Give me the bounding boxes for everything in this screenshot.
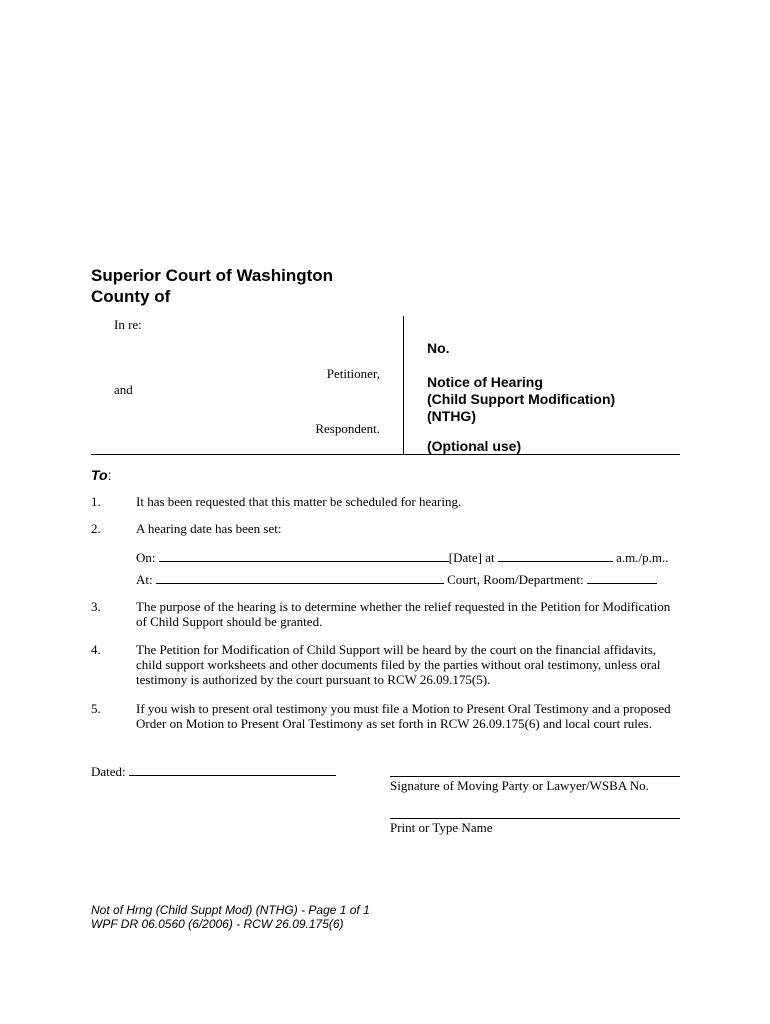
footer-form-number: WPF DR 06.0560 (6/2006) - RCW 26.09.175(6) [91,917,344,931]
signature-caption: Signature of Moving Party or Lawyer/WSBA No. [390,778,649,793]
case-number-label: No. [427,340,450,356]
document-title-line2: (Child Support Modification) [427,391,616,407]
hearing-date-row [136,549,668,566]
optional-use-label: (Optional use) [427,438,522,454]
court-name: Superior Court of Washington [91,266,334,285]
print-name-caption: Print or Type Name [390,820,493,835]
at-label: At: [136,572,153,587]
ampm-label: a.m./p.m.. [616,550,669,565]
date-at-label: [Date] at [448,550,495,565]
item-text: If you wish to present oral testimony you must file a Motion to Present Oral Testimony and a proposed Order on Motion to Present Oral Testimony as set forth in RCW 26.09.175(6) and local court rules. [136,701,671,731]
dated-row [91,763,336,780]
caption-divider [403,316,404,455]
in-re-label: In re: [114,317,142,332]
respondent-label: Respondent. [315,421,380,436]
signature-line[interactable] [390,776,680,777]
and-label: and [114,382,133,397]
document-title [427,374,615,425]
item-number: 4. [91,642,101,657]
dated-label: Dated: [91,764,126,779]
on-label: On: [136,550,156,565]
room-department-field[interactable] [587,571,657,584]
dated-field[interactable] [129,763,336,776]
court-address-field[interactable] [156,571,444,584]
date-field[interactable] [159,549,449,562]
time-field[interactable] [498,549,613,562]
petitioner-label: Petitioner, [326,366,380,381]
document-title-line3: (NTHG) [427,408,476,424]
to-label: To [91,467,108,483]
item-number: 1. [91,494,101,509]
county-label: County of [91,287,171,306]
court-heading [91,265,333,307]
item-text: The Petition for Modification of Child Support will be heard by the court on the financial affidavits, child support worksheets and other documents filed by the parties without oral testimony, unless oral testimony is authorized by the court pursuant to RCW 26.09.175(5). [136,642,661,687]
item-number: 2. [91,521,101,536]
footer [91,903,370,931]
print-name-line[interactable] [390,818,680,819]
to-line: To: [91,467,112,483]
court-room-label: Court, Room/Department: [447,572,584,587]
item-text: It has been requested that this matter be scheduled for hearing. [136,494,462,509]
item-number: 5. [91,701,101,716]
item-text: The purpose of the hearing is to determine whether the relief requested in the Petition for Modification of Child Support should be granted. [136,599,671,629]
item-number: 3. [91,599,101,614]
document-title-line1: Notice of Hearing [427,374,543,390]
hearing-location-row [136,571,657,588]
caption-bottom-rule [91,454,680,455]
footer-form-title: Not of Hrng (Child Suppt Mod) (NTHG) - Page 1 of 1 [91,903,370,917]
item-text: A hearing date has been set: [136,521,282,536]
